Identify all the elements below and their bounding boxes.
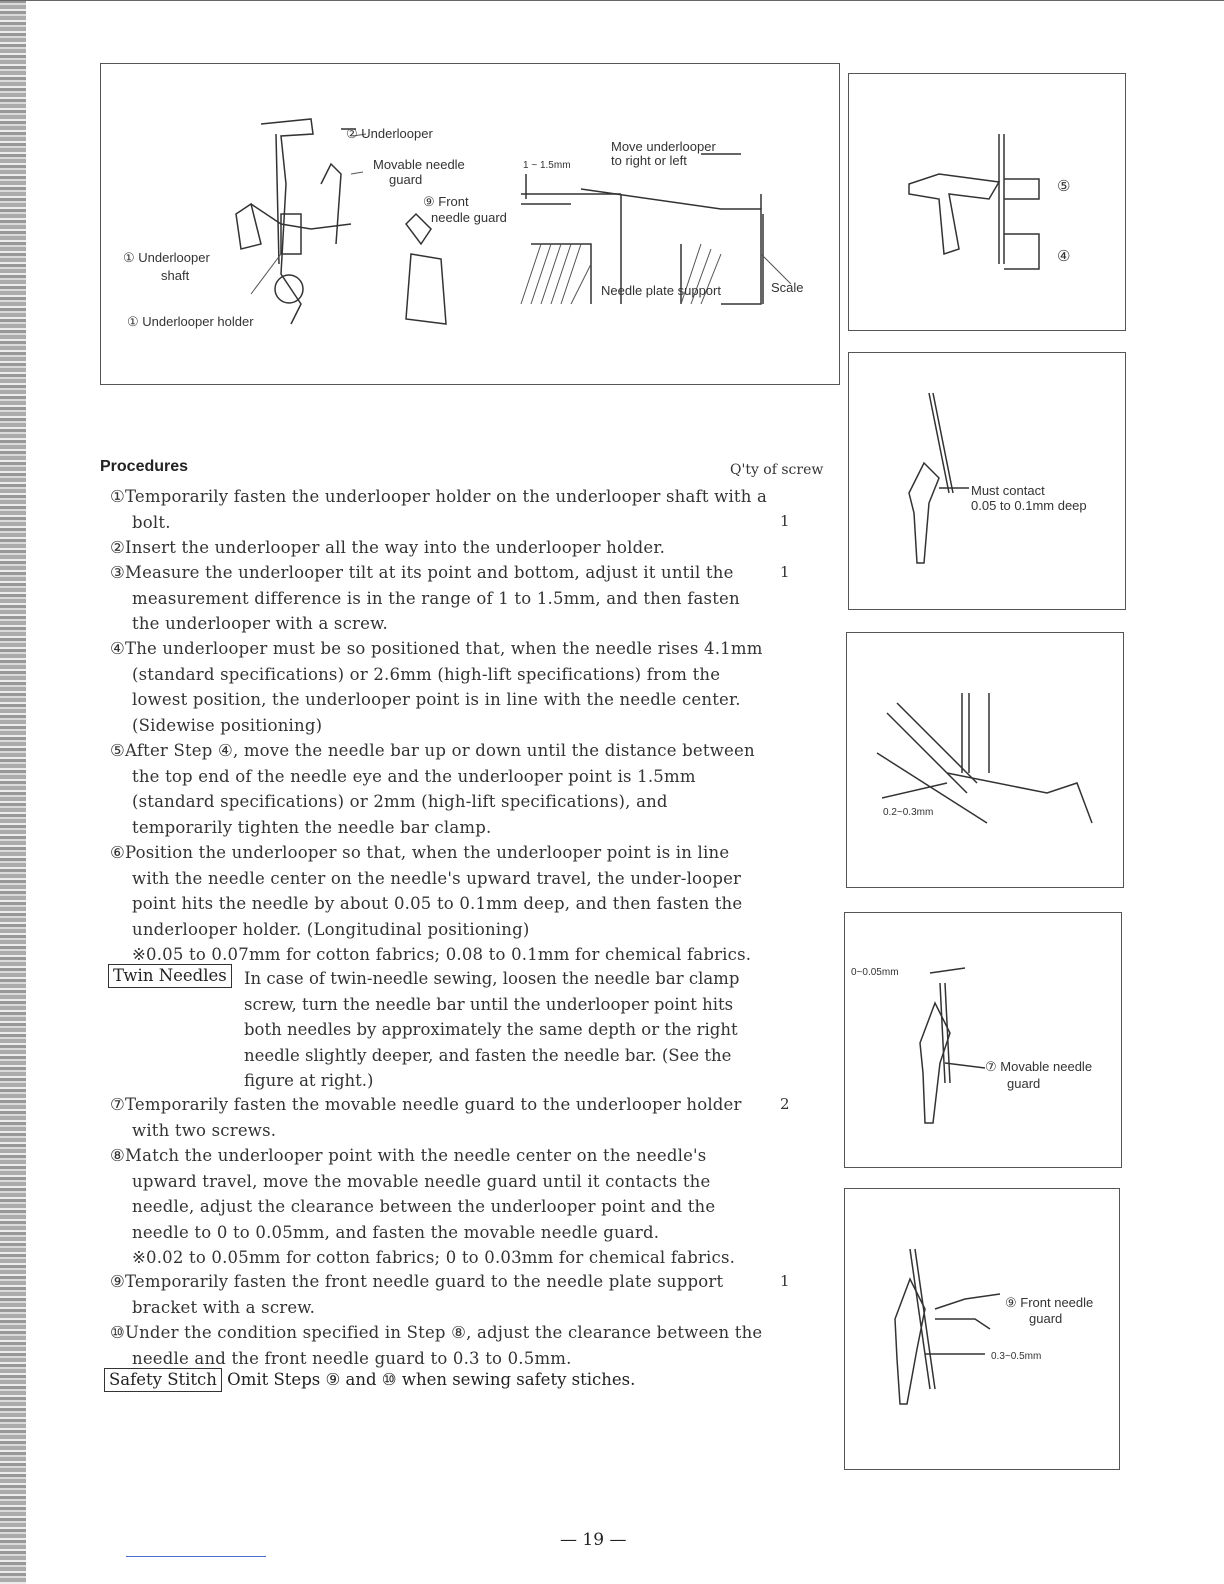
side-figure-1 (848, 73, 1126, 331)
side-figure-4 (844, 912, 1122, 1168)
procedures-title: Procedures (100, 458, 189, 475)
label-clearance-0-2: 0.2~0.3mm (883, 807, 934, 818)
step-6-note: ※0.05 to 0.07mm for cotton fabrics; 0.08 to 0.1mm for chemical fabrics. (132, 945, 752, 964)
step-6: ⑥Position the underlooper so that, when the underlooper point is in line with the needle center on the needle's upward travel, the under-looper point hits the needle by about 0.05 to 0.1mm deep, and then fasten the underlooper holder. (Longitudinal positioning) (110, 843, 743, 939)
step-1-qty: 1 (780, 512, 790, 530)
qty-header: Q'ty of screw (730, 462, 824, 478)
label-move-underlooper: Move underlooper (611, 139, 716, 154)
label-front-needle-guard-9b: guard (1029, 1311, 1063, 1326)
safety-stitch-text: Omit Steps ⑨ and ⑩ when sewing safety stiches. (227, 1370, 636, 1389)
safety-stitch-label: Safety Stitch (104, 1368, 222, 1392)
underlooper-clearance-illustration (847, 633, 1123, 887)
side-figure-2 (848, 352, 1126, 610)
step-9-qty: 1 (780, 1272, 790, 1290)
label-movable-needle-guard-7b: guard (1007, 1076, 1041, 1091)
label-underlooper-shaft-2: shaft (161, 268, 190, 283)
label-front-needle-guard: ⑨ Front (423, 194, 469, 209)
label-must-contact: Must contact (971, 483, 1045, 498)
safety-stitch-line (104, 1368, 635, 1392)
movable-guard-illustration (845, 913, 1121, 1167)
label-movable-needle-guard: Movable needle (373, 157, 465, 172)
needle-eye-illustration (849, 74, 1125, 330)
step-9: ⑨Temporarily fasten the front needle guard to the needle plate support bracket with a screw. (110, 1272, 724, 1317)
step-7: ⑦Temporarily fasten the movable needle guard to the underlooper holder with two screws. (110, 1095, 742, 1140)
step-10: ⑩Under the condition specified in Step ⑧, adjust the clearance between the needle and the front needle guard to 0.3 to 0.5mm. (110, 1323, 763, 1368)
label-underlooper-holder: ① Underlooper holder (127, 314, 254, 329)
step-3: ③Measure the underlooper tilt at its point and bottom, adjust it until the measurement difference is in the range of 1 to 1.5mm, and then fasten the underlooper with a screw. (110, 563, 740, 633)
side-figure-5 (844, 1188, 1120, 1470)
footer-rule (126, 1556, 266, 1557)
side-figure-3 (846, 632, 1124, 888)
twin-needles-tag (108, 964, 232, 988)
scanned-edge (0, 0, 26, 1584)
step-8: ⑧Match the underlooper point with the needle center on the needle's upward travel, move the movable needle guard until it contacts the needle, adjust the clearance between the underlooper point and the needle to 0 to 0.05mm, and fasten the movable needle guard. (110, 1146, 716, 1242)
step-3-qty: 1 (780, 563, 790, 581)
label-move-underlooper-2: to right or left (611, 153, 687, 168)
label-5: ⑤ (1057, 178, 1071, 195)
step-8-note: ※0.02 to 0.05mm for cotton fabrics; 0 to 0.03mm for chemical fabrics. (132, 1248, 736, 1267)
label-front-needle-guard-9: ⑨ Front needle (1005, 1295, 1094, 1310)
label-movable-needle-guard-2: guard (389, 172, 423, 187)
label-underlooper-shaft: ① Underlooper (123, 250, 210, 265)
label-clearance-0-05: 0~0.05mm (851, 967, 899, 978)
step-5: ⑤After Step ④, move the needle bar up or down until the distance between the top end of the needle eye and the underlooper point is 1.5mm (standard specifications) or 2mm (high-lift specifications), and temporarily tighten the needle bar clamp. (110, 741, 755, 837)
label-front-needle-guard-2: needle guard (431, 210, 507, 225)
label-contact-depth: 0.05 to 0.1mm deep (971, 498, 1087, 513)
label-needle-plate-support: Needle plate support (601, 283, 721, 298)
label-underlooper: ② Underlooper (346, 126, 433, 141)
label-clearance-0-3: 0.3~0.5mm (991, 1351, 1042, 1362)
label-4: ④ (1057, 248, 1071, 265)
step-1: ①Temporarily fasten the underlooper holder on the underlooper shaft with a bolt. (110, 487, 768, 532)
label-scale: Scale (771, 280, 804, 295)
needle-contact-illustration (849, 353, 1125, 609)
top-rule (0, 0, 1224, 1)
twin-needles-text: In case of twin-needle sewing, loosen the needle bar clamp screw, turn the needle bar until the underlooper point hits both needles by approximately the same depth or the right needle slightly deeper, and fasten the needle bar. (See the figure at right.) (244, 969, 740, 1090)
top-figure-box (100, 63, 840, 385)
step-4: ④The underlooper must be so positioned that, when the needle rises 4.1mm (standard specifications) or 2.6mm (high-lift specifications) from the lowest position, the underlooper point is in line with the needle center. (Sidewise positioning) (110, 639, 763, 735)
label-tilt-range: 1 ~ 1.5mm (523, 160, 571, 171)
step-7-qty: 2 (780, 1095, 790, 1113)
label-movable-needle-guard-7: ⑦ Movable needle (985, 1059, 1093, 1074)
front-guard-illustration (845, 1189, 1119, 1469)
page-number: — 19 — (560, 1530, 627, 1550)
step-2: ②Insert the underlooper all the way into the underlooper holder. (110, 538, 666, 557)
twin-needles-label: Twin Needles (108, 964, 232, 988)
